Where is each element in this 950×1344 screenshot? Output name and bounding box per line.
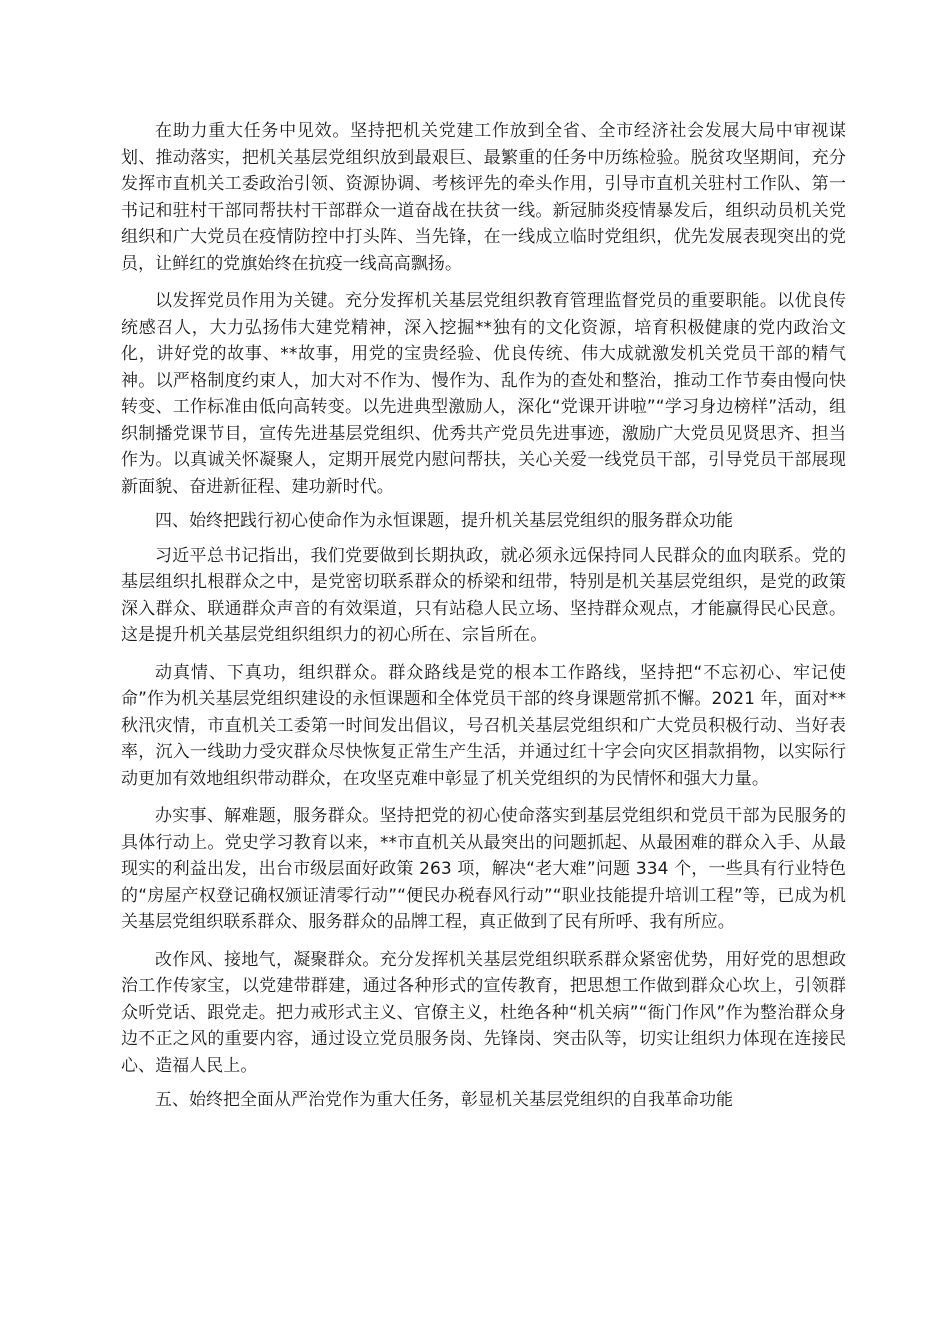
paragraph-organize-masses: 动真情、下真功，组织群众。群众路线是党的根本工作路线，坚持把“不忘初心、牢记使命”作为机关基层党组织建设的永恒课题和全体党员干部的终身课题常抓不懈。2021 年，面对**秋汛灾情，市直机关工委第一时间发出倡议，号召机关基层党组织和广大党员积极行动、当好表率，沉入一线助力受灾群众尽快恢复正常生产生活，并通过红十字会向灾区捐款捐物，以实际行动更加有效地组织带动群众，在攻坚克难中彰显了机关党组织的为民情怀和强大力量。 [121,662,846,789]
paragraph-serve-masses: 办实事、解难题，服务群众。坚持把党的初心使命落实到基层党组织和党员干部为民服务的具体行动上。党史学习教育以来，**市直机关从最突出的问题抓起、从最困难的群众入手、从最现实的利益出发，出台市级层面好政策 263 项，解决“老大难”问题 334 个，一些具有行业特色的“房屋产权登记确权颁证清零行动”“便民办税春风行动”“职业技能提升培训工程”等，已成为机关基层党组织联系群众、服务群众的品牌工程，真正做到了民有所呼、我有所应。 [121,806,846,932]
section-heading-four: 四、始终把践行初心使命作为永恒课题，提升机关基层党组织的服务群众功能 [155,511,733,531]
paragraph-xi-quote: 习近平总书记指出，我们党要做到长期执政，就必须永远保持同人民群众的血肉联系。党的基层组织扎根群众之中，是党密切联系群众的桥梁和纽带，特别是机关基层党组织，是党的政策深入群众、联通群众声音的有效渠道，只有站稳人民立场、坚持群众观点，才能赢得民心民意。这是提升机关基层党组织组织力的初心所在、宗旨所在。 [121,545,846,645]
paragraph-party-member-role: 以发挥党员作用为关键。充分发挥机关基层党组织教育管理监督党员的重要职能。以优良传统感召人，大力弘扬伟大建党精神，深入挖掘**独有的文化资源，培育积极健康的党内政治文化，讲好党的故事、**故事，用党的宝贵经验、优良传统、伟大成就激发机关党员干部的精气神。以严格制度约束人，加大对不作为、慢作为、乱作为的查处和整治，推动工作节奏由慢向快转变、工作标准由低向高转变。以先进典型激励人，深化“党课开讲啦”“学习身边榜样”活动，组织制播党课节目，宣传先进基层党组织、优秀共产党员先进事迹，激励广大党员见贤思齐、担当作为。以真诚关怀凝聚人，定期开展党内慰问帮扶，关心关爱一线党员干部，引导党员干部展现新面貌、奋进新征程、建功新时代。 [121,291,846,497]
paragraph-unite-masses: 改作风、接地气，凝聚群众。充分发挥机关基层党组织联系群众紧密优势，用好党的思想政治工作传家宝，以党建带群建，通过各种形式的宣传教育，把思想工作做到群众心坎上，引领群众听党话、跟党走。把力戒形式主义、官僚主义，杜绝各种“机关病”“衙门作风”作为整治群众身边不正之风的重要内容，通过设立党员服务岗、先锋岗、突击队等，切实让组织力体现在连接民心、造福人民上。 [121,949,846,1076]
paragraph-major-tasks: 在助力重大任务中见效。坚持把机关党建工作放到全省、全市经济社会发展大局中审视谋划、推动落实，把机关基层党组织放到最艰巨、最繁重的任务中历练检验。脱贫攻坚期间，充分发挥市直机关工委政治引领、资源协调、考核评先的牵头作用，引导市直机关驻村工作队、第一书记和驻村干部同帮扶村干部群众一道奋战在扶贫一线。新冠肺炎疫情暴发后，组织动员机关党组织和广大党员在疫情防控中打头阵、当先锋，在一线成立临时党组织，优先发展表现突出的党员，让鲜红的党旗始终在抗疫一线高高飘扬。 [121,121,846,274]
section-heading-five: 五、始终把全面从严治党作为重大任务，彰显机关基层党组织的自我革命功能 [155,1090,733,1110]
document-body [121,118,846,1114]
